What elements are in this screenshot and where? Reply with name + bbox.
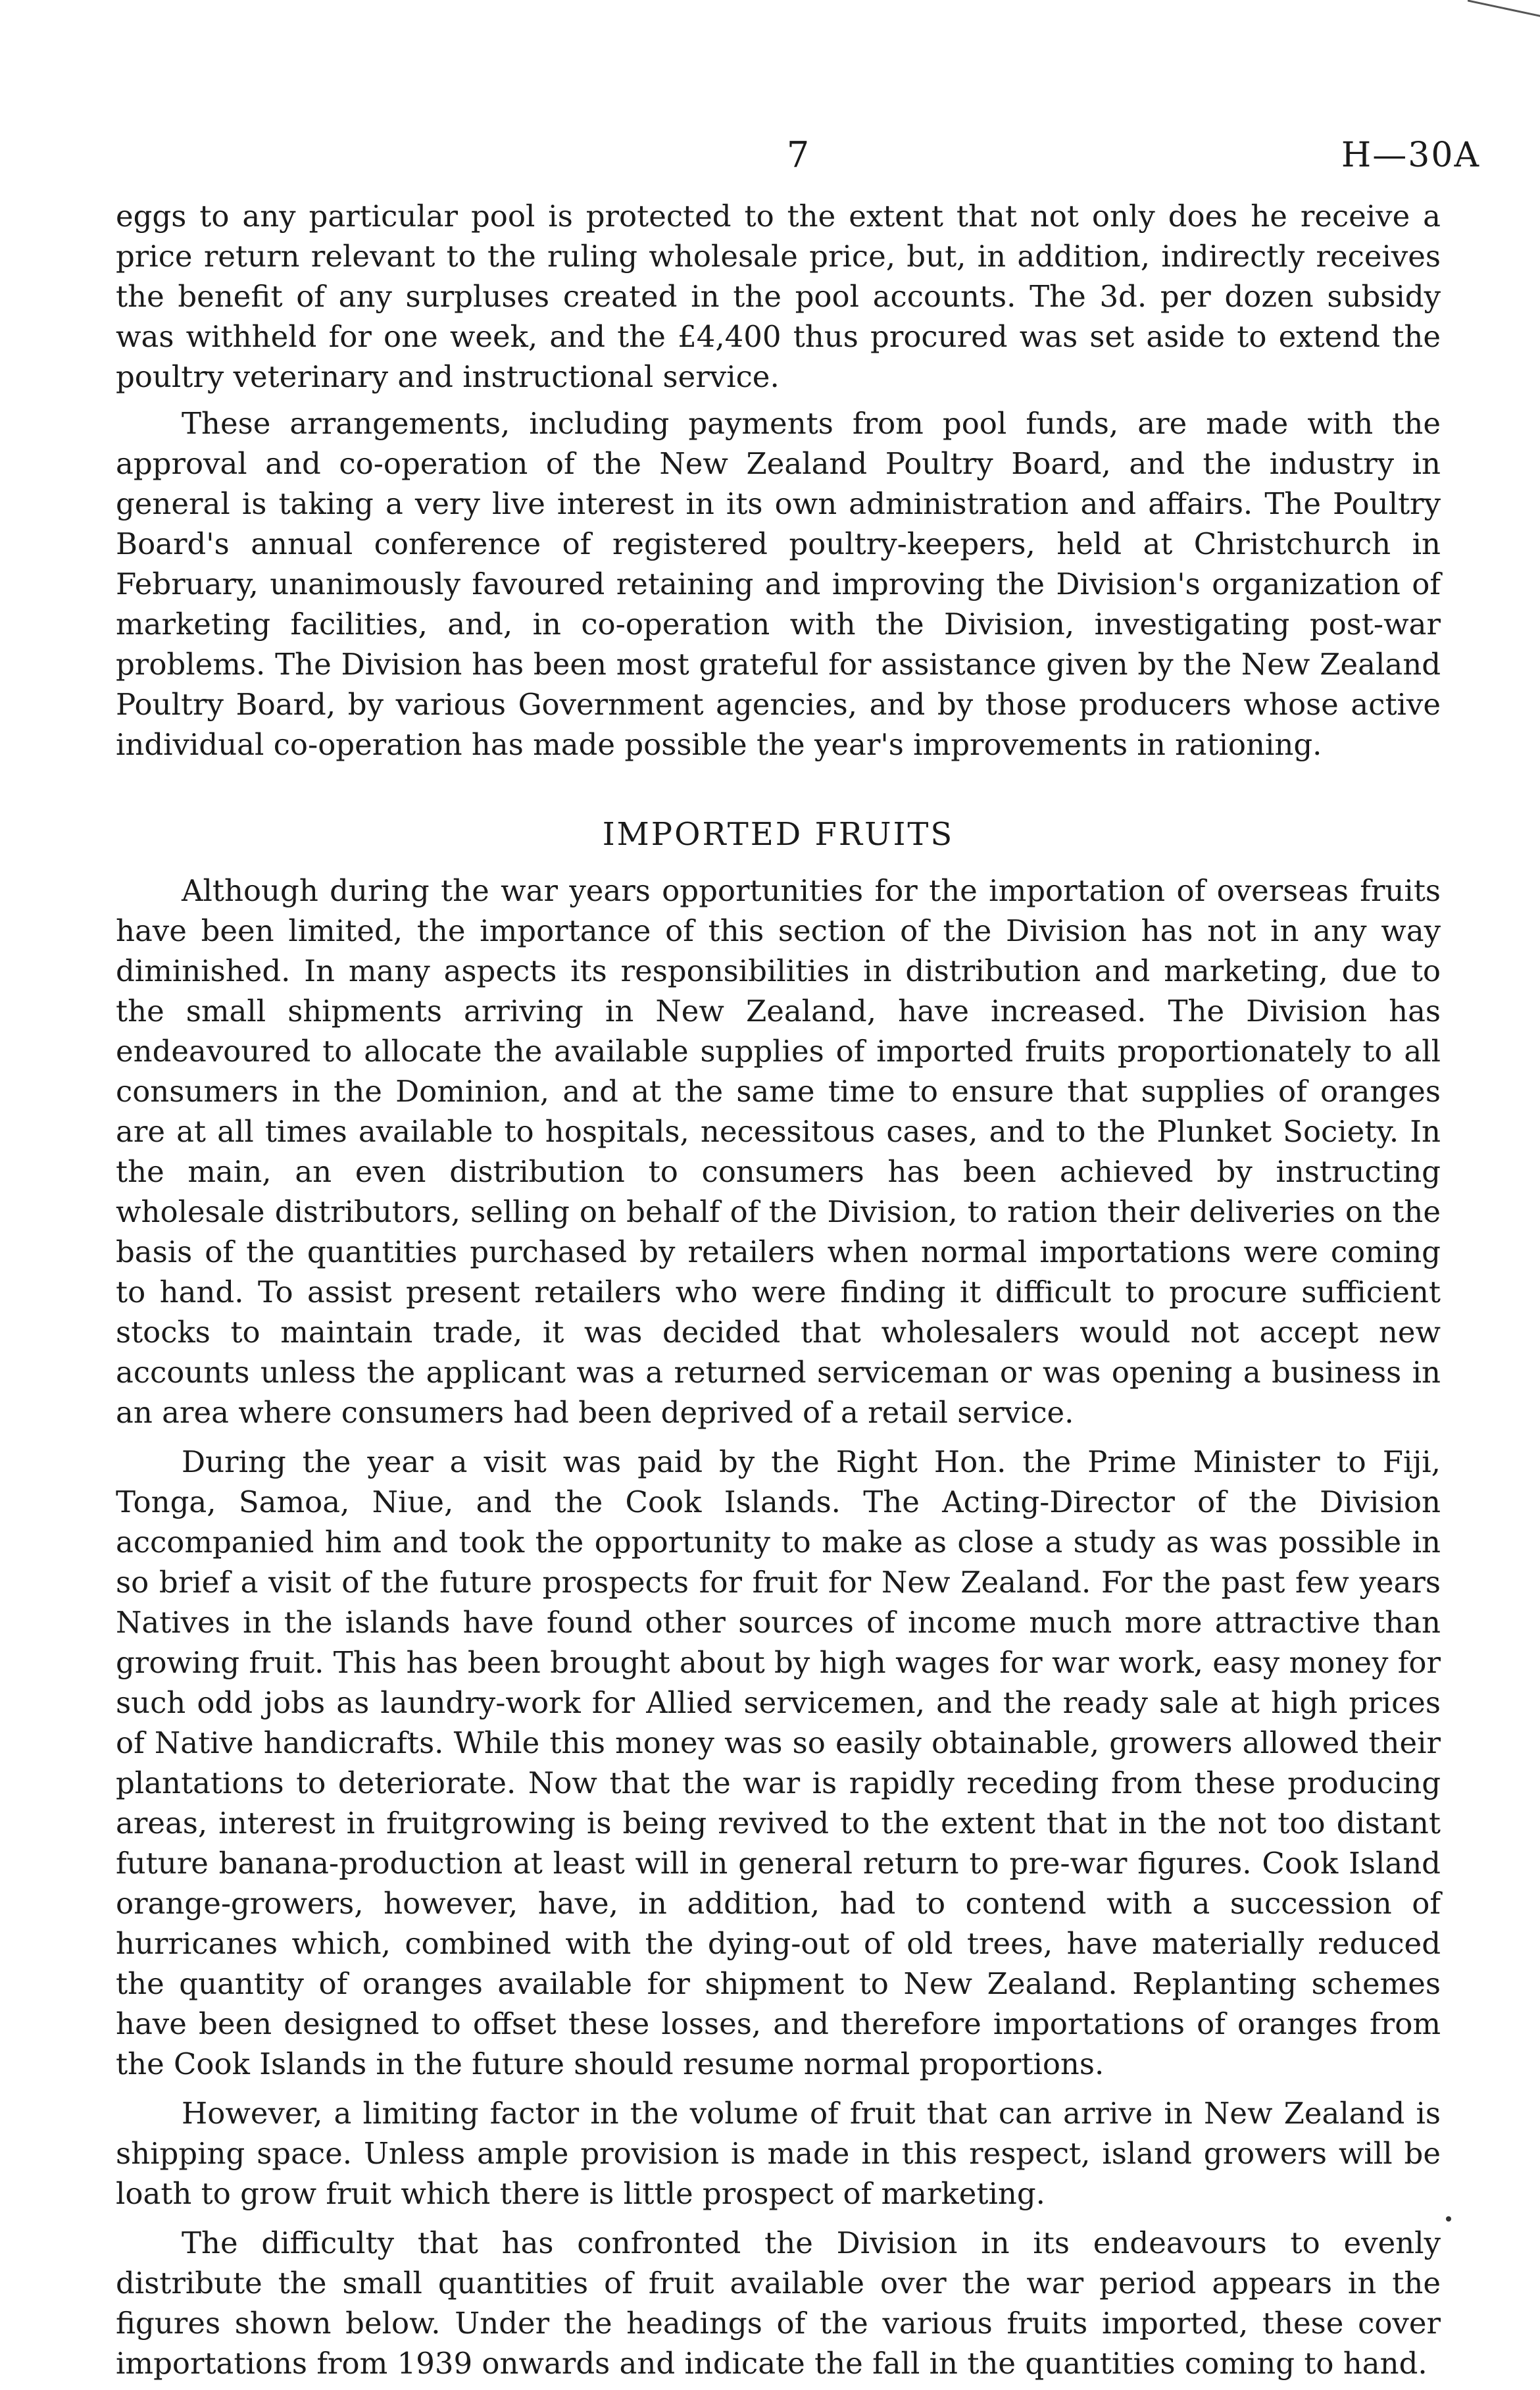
paragraph: These arrangements, including payments from pool funds, are made with the approval and co-operation of the New Zealand Poultry Board, and the industry in general is taking a very live interest in its own administration and affairs. The Poultry Board's annual conference of registered poultry-keepers, held at Christchurch in February, unanimously favoured retaining and improving the Division's organization of marketing facilities, and, in co-operation with the Division, investigating post-war problems. The Division has been most grateful for assistance given by the New Zealand Poultry Board, by various Government agencies, and by those producers whose active individual co-operation has made possible the year's improvements in rationing. bbox=[116, 406, 1441, 762]
scan-mark bbox=[1468, 0, 1540, 20]
paragraph: Although during the war years opportunities for the importation of overseas fruits have been limited, the importance of this section of the Division has not in any way diminished. In many aspects its responsibilities in distribution and marketing, due to the small shipments arriving in New Zealand, have increased. The Division has endeavoured to allocate the available supplies of imported fruits proportionately to all consumers in the Dominion, and at the same time to ensure that supplies of oranges are at all times available to hospitals, necessitous cases, and to the Plunket Society. In the main, an even distribution to consumers has been achieved by instructing wholesale distributors, selling on behalf of the Division, to ration their deliveries on the basis of the quantities purchased by retailers when normal importations were coming to hand. To assist present retailers who were finding it difficult to procure sufficient stocks to maintain trade, it was decided that wholesalers would not accept new accounts unless the applicant was a returned serviceman or was opening a business in an area where consumers had been deprived of a retail service. bbox=[116, 873, 1441, 1430]
page-number: 7 bbox=[786, 134, 810, 176]
paragraph: The difficulty that has confronted the Division in its endeavours to evenly distribute the small quantities of fruit available over the war period appears in the figures shown below. Under the headings of the various fruits imported, these cover importations from 1939 onwards and indicate the fall in the quantities coming to hand. bbox=[116, 2225, 1441, 2381]
paragraph: However, a limiting factor in the volume of fruit that can arrive in New Zealand is shipping space. Unless ample provision is made in this respect, island growers will be loath to grow fruit which there is little prospect of marketing. bbox=[116, 2096, 1441, 2211]
section-heading: IMPORTED FRUITS bbox=[602, 816, 955, 853]
page-header bbox=[116, 129, 1480, 182]
margin-dot bbox=[1446, 2216, 1451, 2222]
paragraph: During the year a visit was paid by the Right Hon. the Prime Minister to Fiji, Tonga, Samoa, Niue, and the Cook Islands. The Acting-Director of the Division accompanied him and took the opportunity to make as close a study as was possible in so brief a visit of the future prospects for fruit for New Zealand. For the past few years Natives in the islands have found other sources of income much more attractive than growing fruit. This has been brought about by high wages for war work, easy money for such odd jobs as laundry-work for Allied servicemen, and the ready sale at high prices of Native handicrafts. While this money was so easily obtainable, growers allowed their plantations to deteriorate. Now that the war is rapidly receding from these producing areas, interest in fruitgrowing is being revived to the extent that in the not too distant future banana-production at least will in general return to pre-war figures. Cook Island orange-growers, however, have, in addition, had to contend with a succession of hurricanes which, combined with the dying-out of old trees, have materially reduced the quantity of oranges available for shipment to New Zealand. Replanting schemes have been designed to offset these losses, and therefore importations of oranges from the Cook Islands in the future should resume normal proportions. bbox=[116, 1444, 1441, 2081]
paragraph: eggs to any particular pool is protected to the extent that not only does he receive a price return relevant to the ruling wholesale price, but, in addition, indirectly receives the benefit of any surpluses created in the pool accounts. The 3d. per dozen subsidy was withheld for one week, and the £4,400 thus procured was set aside to extend the poultry veterinary and instructional service. bbox=[116, 199, 1441, 394]
document-reference: H—30A bbox=[1341, 136, 1480, 175]
scan-mark-line bbox=[1468, 0, 1540, 20]
imported-fruits-text-block bbox=[116, 871, 1441, 2383]
continued-text-block bbox=[116, 196, 1441, 765]
